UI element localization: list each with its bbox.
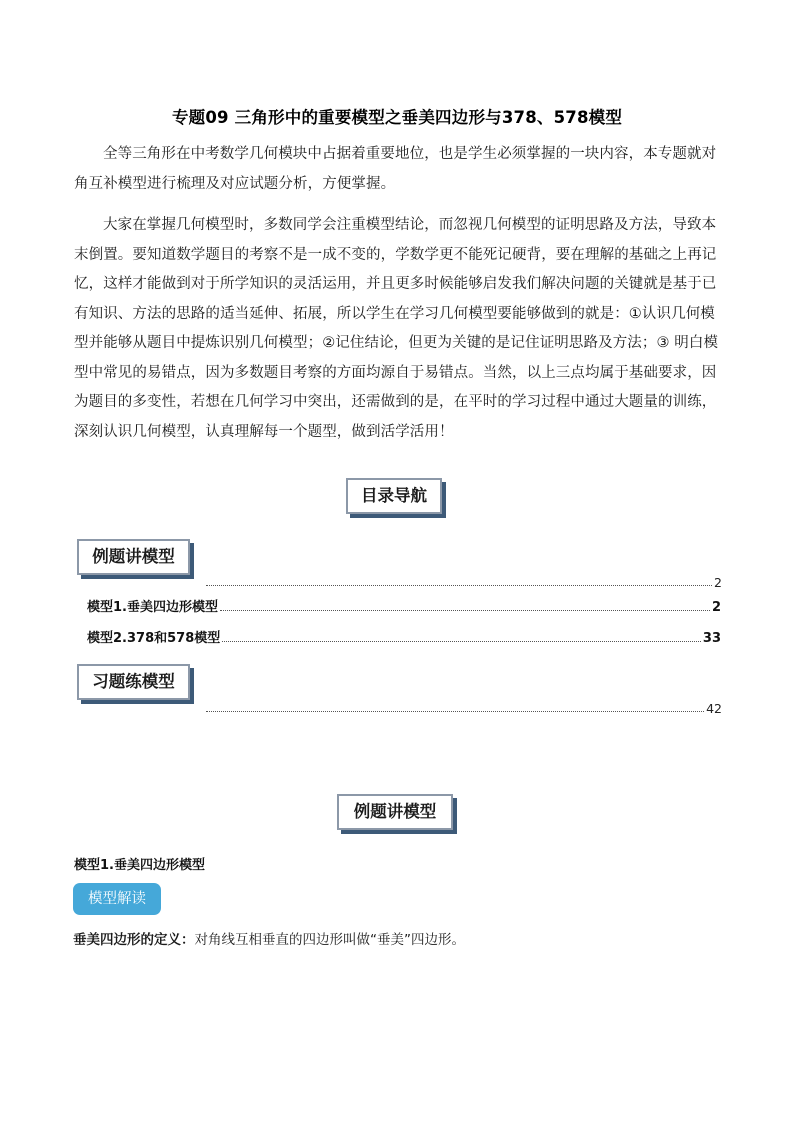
page-title: 专题09 三角形中的重要模型之垂美四边形与378、578模型 — [171, 108, 623, 127]
toc-entry-label: 模型1.垂美四边形模型 — [87, 600, 218, 615]
toc-page-number: 42 — [706, 701, 722, 716]
definition-text: 对角线互相垂直的四边形叫做“垂美”四边形。 — [194, 932, 465, 948]
model-interpretation-badge: 模型解读 — [73, 883, 161, 915]
intro-paragraph-2: 大家在掌握几何模型时，多数同学会注重模型结论，而忽视几何模型的证明思路及方法，导致本末倒置。要知道数学题目的考察不是一成不变的，学数学更不能死记硬背，要在理解的基础之上再记忆，这样才能做到对于所学知识的灵活运用，并且更多时候能够启发我们解决问题的关键就是基于已有知识、方法的思路的适当延伸、拓展，所以学生在学习几何模型要能够做到的就是：①认识几何模型并能够从题目中提炼识别几何模型；②记住结论，但更为关键的是记住证明思路及方法；③ 明白模型中常见的易错点，因为多数题目考察的方面均源自于易错点。当然，以上三点均属于基础要求，因为题目的多变性，若想在几何学习中突出，还需做到的是，在平时的学习过程中通过大题量的训练，深刻认识几何模型，认真理解每一个题型，做到活学活用！ — [74, 217, 719, 440]
toc-entry-model-2[interactable] — [87, 627, 721, 646]
toc-page-number: 33 — [702, 631, 721, 646]
toc-page-number: 2 — [711, 600, 721, 615]
toc-leader-dots — [206, 584, 712, 586]
toc-entry-examples[interactable] — [204, 575, 722, 590]
toc-entry-model-1[interactable] — [87, 596, 721, 615]
toc-section-examples[interactable]: 例题讲模型 — [77, 539, 190, 575]
toc-section-exercises[interactable]: 习题练模型 — [77, 664, 190, 700]
toc-heading: 目录导航 — [346, 478, 442, 514]
toc-leader-dots — [206, 710, 704, 712]
intro-paragraph-1: 全等三角形在中考数学几何模块中占据着重要地位，也是学生必须掌握的一块内容，本专题就对角互补模型进行梳理及对应试题分析，方便掌握。 — [74, 146, 717, 192]
toc-entry-exercises[interactable] — [204, 701, 722, 716]
definition-line — [73, 928, 465, 948]
toc-leader-dots — [222, 640, 701, 642]
section-heading-examples: 例题讲模型 — [337, 794, 453, 830]
definition-term: 垂美四边形的定义： — [73, 932, 195, 948]
toc-leader-dots — [220, 609, 710, 611]
toc-page-number: 2 — [714, 575, 722, 590]
toc-entry-label: 模型2.378和578模型 — [87, 631, 221, 646]
model-title: 模型1.垂美四边形模型 — [74, 858, 205, 873]
